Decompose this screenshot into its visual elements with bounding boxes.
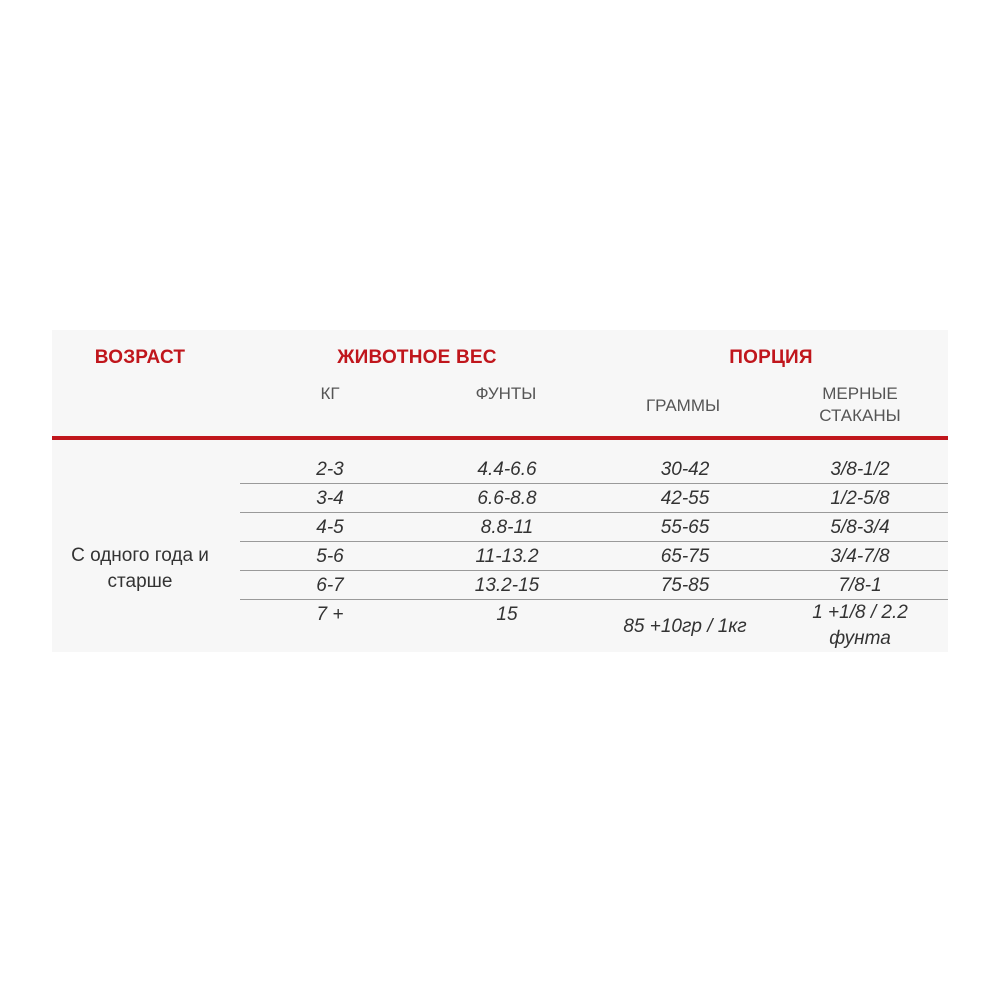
cell-cups: 5/8-3/4 bbox=[830, 517, 890, 538]
cell-pounds: 8.8-11 bbox=[480, 517, 534, 538]
header-animal-weight: ЖИВОТНОЕ ВЕС bbox=[337, 347, 497, 368]
header-portion: ПОРЦИЯ bbox=[729, 347, 813, 368]
header-age: ВОЗРАСТ bbox=[94, 347, 186, 368]
cell-grams: 65-75 bbox=[660, 546, 710, 567]
subheader-grams: ГРАММЫ bbox=[645, 396, 721, 415]
cell-pounds: 4.4-6.6 bbox=[477, 459, 537, 480]
age-group-label: С одного года и старше bbox=[71, 545, 209, 592]
cell-grams: 55-65 bbox=[660, 517, 710, 538]
subheader-kg: КГ bbox=[320, 384, 340, 403]
cell-pounds: 15 bbox=[496, 604, 518, 625]
cell-pounds: 11-13.2 bbox=[475, 546, 539, 567]
data-rows bbox=[240, 455, 948, 660]
cell-pounds: 13.2-15 bbox=[474, 575, 540, 596]
subheader-pounds: ФУНТЫ bbox=[475, 384, 537, 403]
cell-grams: 42-55 bbox=[660, 488, 710, 509]
cell-grams: 85 +10гр / 1кг bbox=[623, 616, 747, 637]
cell-cups: 3/8-1/2 bbox=[830, 459, 890, 480]
table-row bbox=[240, 484, 948, 513]
table-row bbox=[240, 513, 948, 542]
table-row bbox=[240, 600, 948, 660]
cell-cups: 1 +1/8 / 2.2 фунта bbox=[812, 602, 908, 649]
cell-kg: 5-6 bbox=[316, 546, 344, 567]
cell-grams: 30-42 bbox=[660, 459, 710, 480]
cell-kg: 3-4 bbox=[316, 488, 344, 509]
cell-cups: 3/4-7/8 bbox=[830, 546, 890, 567]
subheader-cups: МЕРНЫЕ СТАКАНЫ bbox=[819, 384, 901, 425]
table-row bbox=[240, 455, 948, 484]
cell-kg: 6-7 bbox=[316, 575, 344, 596]
cell-grams: 75-85 bbox=[660, 575, 710, 596]
cell-cups: 1/2-5/8 bbox=[830, 488, 890, 509]
cell-kg: 2-3 bbox=[316, 459, 344, 480]
cell-cups: 7/8-1 bbox=[838, 575, 882, 596]
cell-kg: 7 + bbox=[316, 604, 344, 625]
header-divider bbox=[52, 436, 948, 440]
cell-kg: 4-5 bbox=[316, 517, 344, 538]
table-row bbox=[240, 542, 948, 571]
cell-pounds: 6.6-8.8 bbox=[477, 488, 537, 509]
table-row bbox=[240, 571, 948, 600]
